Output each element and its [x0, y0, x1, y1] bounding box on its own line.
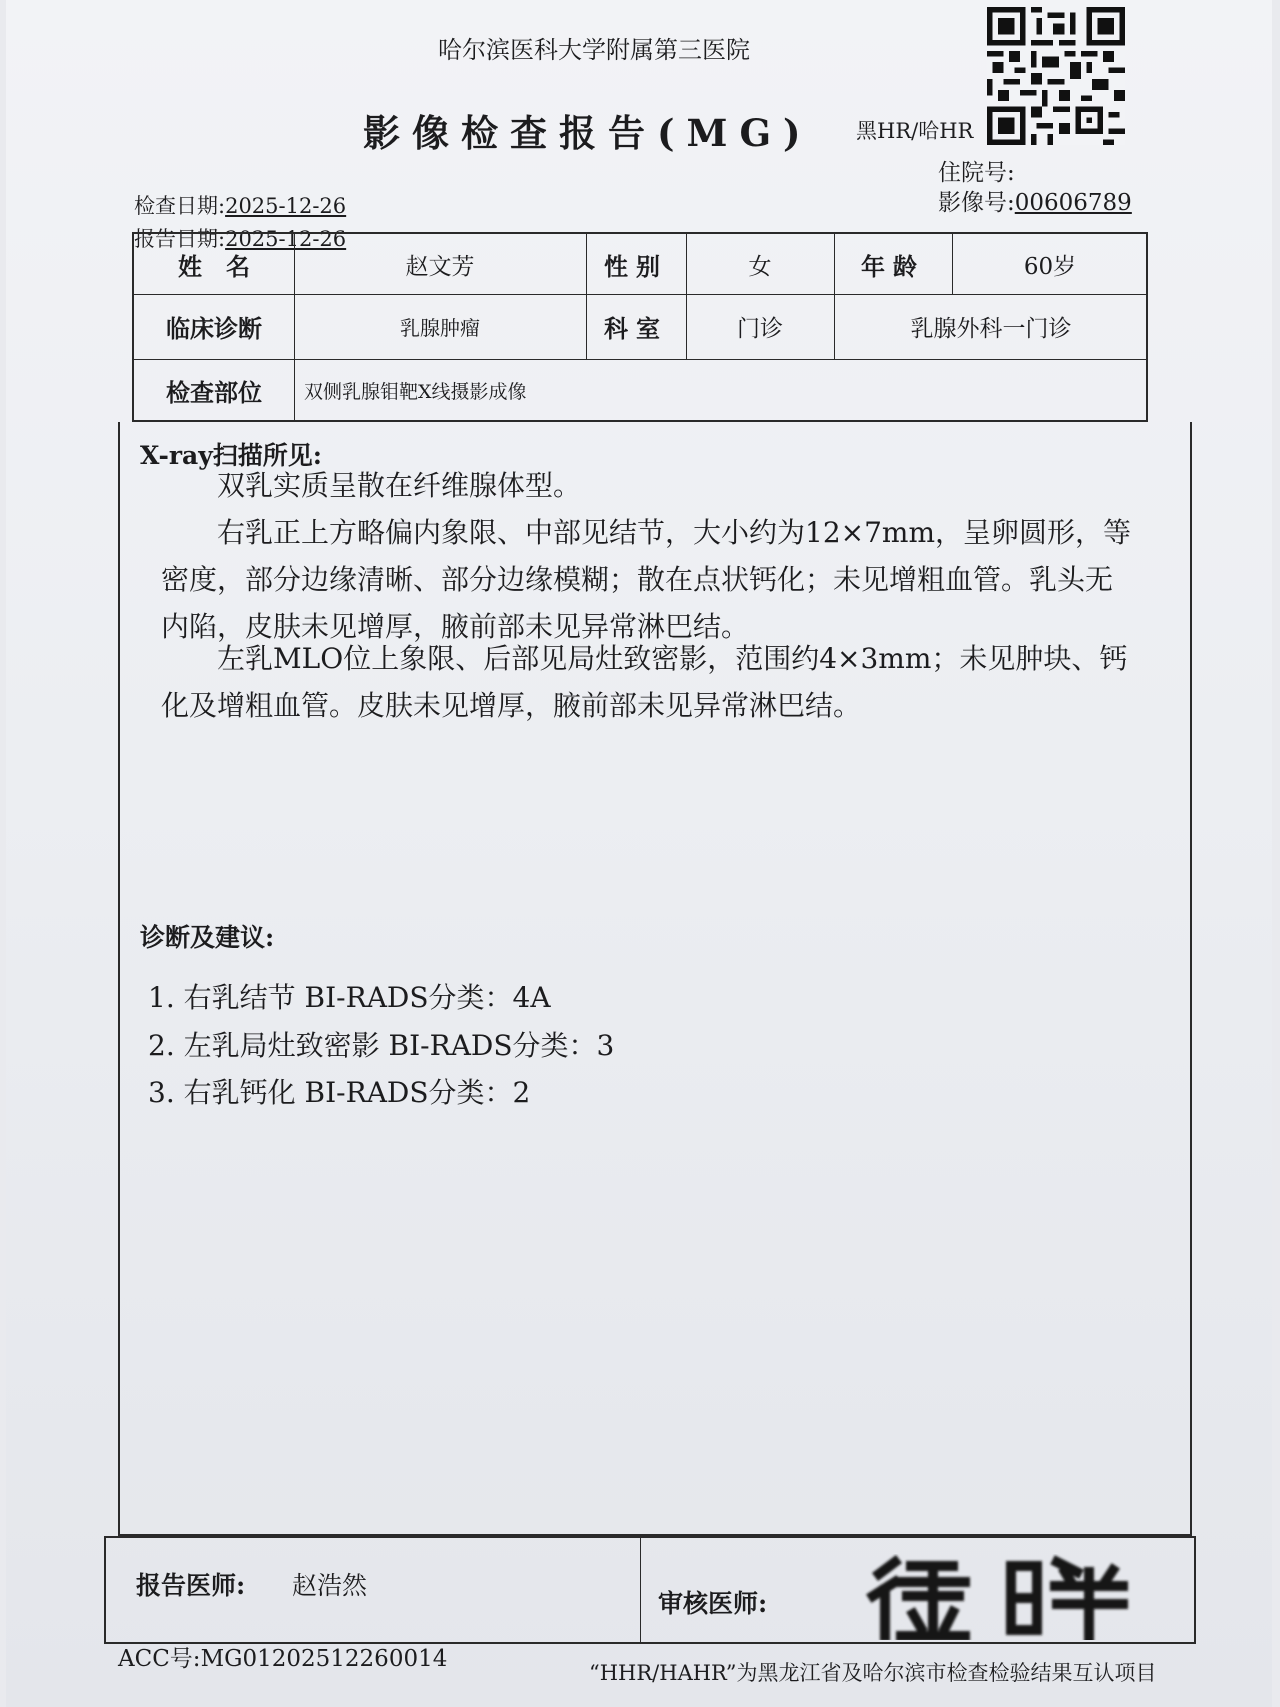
- mutual-recognition-mark: 黑HR/哈HR: [856, 119, 974, 143]
- patient-age: 60岁: [1023, 253, 1077, 280]
- acc-number-value: MG01202512260014: [200, 1646, 448, 1672]
- qr-code-icon: [987, 7, 1125, 145]
- diagnosis-heading: 诊断及建议:: [140, 923, 275, 952]
- image-number-value: 00606789: [1014, 190, 1132, 216]
- report-date-value: 2025-12-26: [225, 227, 347, 251]
- report-date-label: 报告日期:: [134, 227, 226, 251]
- inpatient-number-label: 住院号:: [938, 160, 1015, 186]
- findings-paragraph: 左乳MLO位上象限、后部见局灶致密影，范围约4×3mm；未见肿块、钙化及增粗血管。皮肤未见增厚，腋前部未见异常淋巴结。: [161, 642, 1128, 722]
- department: 门诊: [737, 316, 783, 342]
- image-number: [938, 184, 1132, 217]
- age-label: 年龄: [861, 251, 925, 281]
- report-doctor: 赵浩然: [292, 1571, 368, 1600]
- department-label: 科室: [604, 314, 668, 343]
- findings-paragraph: 右乳正上方略偏内象限、中部见结节，大小约为12×7mm，呈卵圆形，等密度，部分边缘清晰、部分边缘模糊；散在点状钙化；未见增粗血管。乳头无内陷，皮肤未见增厚，腋前部未见异常淋巴结。: [161, 516, 1132, 643]
- signature-divider: [640, 1538, 641, 1642]
- hospital-name: 哈尔滨医科大学附属第三医院: [438, 36, 750, 64]
- patient-name: 赵文芳: [405, 253, 475, 280]
- clinical-diagnosis: 乳腺肿瘤: [400, 316, 480, 340]
- findings-paragraph: 双乳实质呈散在纤维腺体型。: [217, 469, 582, 502]
- check-date: [134, 190, 346, 220]
- table-divider: [294, 359, 295, 422]
- report-doctor-label: 报告医师:: [136, 1571, 246, 1600]
- exam-part-label: 检查部位: [166, 378, 262, 407]
- patient-gender: 女: [748, 253, 772, 280]
- inpatient-number: [938, 154, 1015, 187]
- acc-number: [118, 1640, 447, 1673]
- report-title: 影像检查报告(MG): [363, 111, 813, 155]
- check-date-label: 检查日期:: [134, 194, 226, 218]
- image-number-label: 影像号:: [938, 190, 1015, 216]
- department-detail: 乳腺外科一门诊: [910, 316, 1072, 342]
- findings-heading: X-ray扫描所见:: [140, 441, 323, 470]
- acc-number-label: ACC号:: [118, 1646, 201, 1672]
- gender-label: 性别: [604, 251, 668, 281]
- patient-info-table: [132, 232, 1148, 422]
- diagnosis-item: 2. 左乳局灶致密影 BI-RADS分类：3: [148, 1029, 615, 1062]
- check-date-value: 2025-12-26: [225, 194, 347, 218]
- report-paper: [6, 0, 1272, 1707]
- exam-part: 双侧乳腺钼靶X线摄影成像: [304, 381, 527, 403]
- diagnosis-item: 1. 右乳结节 BI-RADS分类：4A: [148, 981, 551, 1014]
- review-doctor-label: 审核医师:: [658, 1589, 768, 1618]
- name-label: 姓 名: [178, 251, 250, 281]
- clinical-diagnosis-label: 临床诊断: [166, 314, 262, 343]
- diagnosis-item: 3. 右乳钙化 BI-RADS分类：2: [148, 1076, 531, 1109]
- mutual-recognition-note: “HHR/HAHR”为黑龙江省及哈尔滨市检查检验结果互认项目: [589, 1661, 1157, 1685]
- review-doctor-signature: [861, 1552, 1141, 1640]
